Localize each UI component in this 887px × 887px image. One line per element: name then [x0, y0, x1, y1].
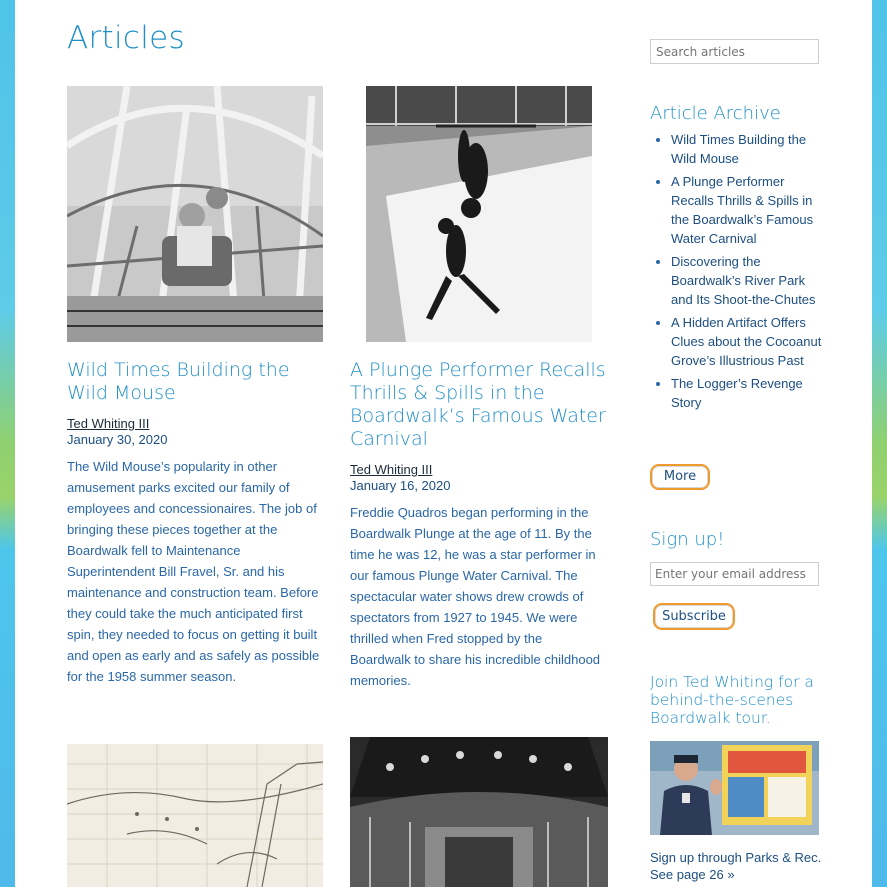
more-button[interactable]: More: [650, 464, 710, 490]
archive-item[interactable]: The Logger’s Revenge Story: [656, 374, 824, 412]
article-title[interactable]: A Plunge Performer Recalls Thrills & Spills in the Boardwalk’s Famous Water Carnival: [350, 359, 606, 450]
page-container: [15, 0, 872, 887]
promo-link[interactable]: Sign up through Parks & Rec. See page 26 »: [650, 850, 822, 882]
article-image-sketch[interactable]: [67, 744, 323, 887]
article-image-plunge[interactable]: [366, 86, 592, 342]
search-input[interactable]: [650, 39, 819, 64]
article-image-cocoanut-grove[interactable]: [350, 737, 608, 887]
promo-title[interactable]: Join Ted Whiting for a behind-the-scenes Boardwalk tour.: [650, 673, 814, 727]
article-date: January 30, 2020: [67, 432, 168, 447]
promo-image[interactable]: [650, 741, 819, 835]
article-excerpt: Freddie Quadros began performing in the Boardwalk Plunge at the age of 11. By the time he was 12, he was a star performer in our famous Plunge Water Carnival. The spectacular water shows drew crowds of spectators from 1927 to 1945. We were thrilled when Fred stopped by the Boardwalk to share his incredible childhood memories.: [350, 505, 601, 688]
signup-title: Sign up!: [650, 529, 725, 550]
subscribe-button[interactable]: Subscribe: [653, 603, 735, 630]
archive-item[interactable]: A Plunge Performer Recalls Thrills & Spills in the Boardwalk’s Famous Water Carnival: [656, 172, 824, 248]
article-date: January 16, 2020: [350, 478, 451, 493]
archive-list: [656, 130, 824, 416]
article-title[interactable]: Wild Times Building the Wild Mouse: [67, 359, 290, 404]
archive-title: Article Archive: [650, 103, 781, 124]
article-image-wild-mouse[interactable]: [67, 86, 323, 342]
article-excerpt: The Wild Mouse’s popularity in other amusement parks excited our family of employees and concessionaires. The job of bringing these pieces together at the Boardwalk fell to Maintenance Superintendent Bill Fravel, Sr. and his maintenance and construction team. Before they could take the much anticipated first spin, they needed to focus on getting it built and open as early and as safely as possible for the 1958 summer season.: [67, 459, 320, 684]
archive-item[interactable]: A Hidden Artifact Offers Clues about the Cocoanut Grove’s Illustrious Past: [656, 313, 824, 370]
archive-item[interactable]: Wild Times Building the Wild Mouse: [656, 130, 824, 168]
archive-item[interactable]: Discovering the Boardwalk’s River Park and Its Shoot-the-Chutes: [656, 252, 824, 309]
page-title: Articles: [67, 20, 185, 56]
article-author-link[interactable]: Ted Whiting III: [67, 416, 150, 431]
email-field[interactable]: [650, 562, 819, 586]
article-author-link[interactable]: Ted Whiting III: [350, 462, 433, 477]
